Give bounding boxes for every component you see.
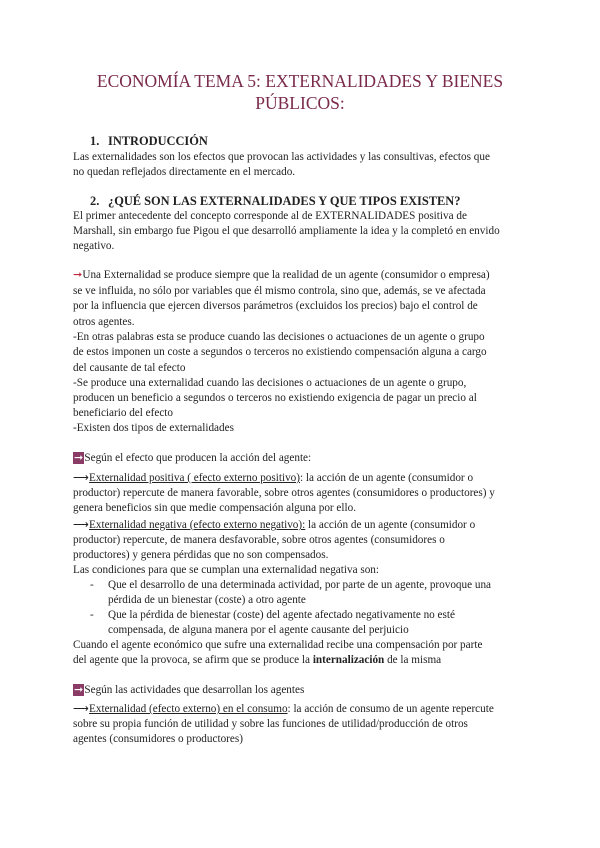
text-run: : la acción de un agente (consumidor o bbox=[300, 472, 474, 484]
list-dash: - bbox=[90, 579, 94, 591]
paragraph-line bbox=[73, 471, 533, 486]
long-arrow-icon: ⟶ bbox=[73, 703, 90, 715]
subsection-heading bbox=[73, 451, 533, 466]
text-run: del agente que la provoca, se afirm que se produce la bbox=[73, 654, 313, 666]
paragraph-line: agentes (consumidores o productores) bbox=[73, 733, 243, 745]
paragraph-line: negativo. bbox=[73, 240, 115, 252]
title-line-2: PÚBLICOS: bbox=[255, 93, 345, 113]
paragraph-line: Las condiciones para que se cumplan una externalidad negativa son: bbox=[73, 564, 379, 576]
long-arrow-icon: ⟶ bbox=[73, 472, 90, 484]
text-run: Según las actividades que desarrollan los agentes bbox=[84, 684, 305, 696]
text-run: Según el efecto que producen la acción del agente: bbox=[84, 452, 312, 464]
section-title: INTRODUCCIÓN bbox=[108, 134, 208, 148]
title-line-1: ECONOMÍA TEMA 5: EXTERNALIDADES Y BIENES bbox=[96, 71, 504, 91]
list-item-text: compensada, de alguna manera por el agente causante del perjuicio bbox=[108, 624, 409, 636]
arrow-right-icon: ➞ bbox=[74, 684, 84, 696]
section-number: 2. bbox=[90, 194, 100, 208]
section-number: 1. bbox=[90, 134, 100, 148]
paragraph-line: producen un beneficio a segundos o terceros no existiendo exigencia de pagar un precio al bbox=[73, 392, 477, 404]
arrow-right-icon: ➞ bbox=[73, 269, 83, 281]
paragraph-line: no quedan reflejados directamente en el mercado. bbox=[73, 166, 296, 178]
paragraph-line bbox=[73, 702, 533, 717]
section-title: ¿QUÉ SON LAS EXTERNALIDADES Y QUE TIPOS EXISTEN? bbox=[108, 194, 461, 208]
paragraph-line: por la influencia que ejercen diversos parámetros (excluidos los precios) bajo el control de bbox=[73, 300, 478, 312]
paragraph-line: productor) repercute, de manera desfavorable, sobre otros agentes (consumidores o bbox=[73, 534, 445, 546]
paragraph-line: -Se produce una externalidad cuando las decisiones o actuaciones de un agente o grupo, bbox=[73, 377, 467, 389]
paragraph-line: Cuando el agente económico que sufre una externalidad recibe una compensación por parte bbox=[73, 639, 483, 651]
list-item-text: Que la pérdida de bienestar (coste) del agente afectado negativamente no esté bbox=[108, 609, 455, 621]
term-label: Externalidad negativa (efecto externo negativo): bbox=[89, 519, 306, 531]
text-run: la acción de un agente (consumidor o bbox=[305, 519, 476, 531]
page-title bbox=[60, 70, 540, 114]
paragraph-line bbox=[73, 653, 533, 668]
paragraph-line: sobre su propia función de utilidad y sobre las funciones de utilidad/producción de otros bbox=[73, 718, 468, 730]
paragraph-line: El primer antecedente del concepto corresponde al de EXTERNALIDADES positiva de bbox=[73, 210, 467, 222]
list-dash: - bbox=[90, 609, 94, 621]
paragraph-line bbox=[73, 518, 533, 533]
paragraph-line: del causante de tal efecto bbox=[73, 362, 186, 374]
bold-term: internalización bbox=[312, 654, 385, 666]
text-run: : la acción de consumo de un agente repercute bbox=[287, 703, 494, 715]
paragraph-line: productor) repercute de manera favorable, sobre otros agentes (consumidores o productores) y bbox=[73, 487, 495, 499]
term-label: Externalidad positiva ( efecto externo positivo) bbox=[89, 472, 300, 484]
paragraph-line: -Existen dos tipos de externalidades bbox=[73, 422, 234, 434]
long-arrow-icon: ⟶ bbox=[73, 519, 90, 531]
list-item-text: Que el desarrollo de una determinada actividad, por parte de un agente, provoque una bbox=[108, 579, 492, 591]
subsection-heading bbox=[73, 683, 533, 698]
paragraph-line: Marshall, sin embargo fue Pigou el que desarrolló ampliamente la idea y la completó en envido bbox=[73, 225, 500, 237]
paragraph-line bbox=[73, 268, 533, 283]
paragraph-line: -En otras palabras esta se produce cuando las decisiones o actuaciones de un agente o grupo bbox=[73, 331, 485, 343]
text-run: Una Externalidad se produce siempre que la realidad de un agente (consumidor o empresa) bbox=[82, 269, 490, 281]
list-item-text: pérdida de un bienestar (coste) a otro agente bbox=[108, 594, 306, 606]
paragraph-line: de estos imponen un coste a segundos o terceros no existiendo compensación alguna a cargo bbox=[73, 346, 487, 358]
paragraph-line: genera beneficios sin que medie compensación alguna por ello. bbox=[73, 502, 357, 514]
arrow-right-icon: ➞ bbox=[74, 452, 84, 464]
paragraph-line: Las externalidades son los efectos que provocan las actividades y las consultivas, efectos que bbox=[73, 151, 490, 163]
term-label: Externalidad (efecto externo) en el consumo bbox=[89, 703, 288, 715]
paragraph-line: beneficiario del efecto bbox=[73, 407, 174, 419]
text-run: de la misma bbox=[384, 654, 442, 666]
section-1-heading bbox=[90, 134, 208, 149]
paragraph-line: otros agentes. bbox=[73, 316, 135, 328]
paragraph-line: se ve influida, no sólo por variables que él mismo controla, sino que, además, se ve afectada bbox=[73, 285, 486, 297]
paragraph-line: productores) y genera pérdidas que no son compensados. bbox=[73, 549, 329, 561]
section-2-heading bbox=[90, 194, 460, 209]
